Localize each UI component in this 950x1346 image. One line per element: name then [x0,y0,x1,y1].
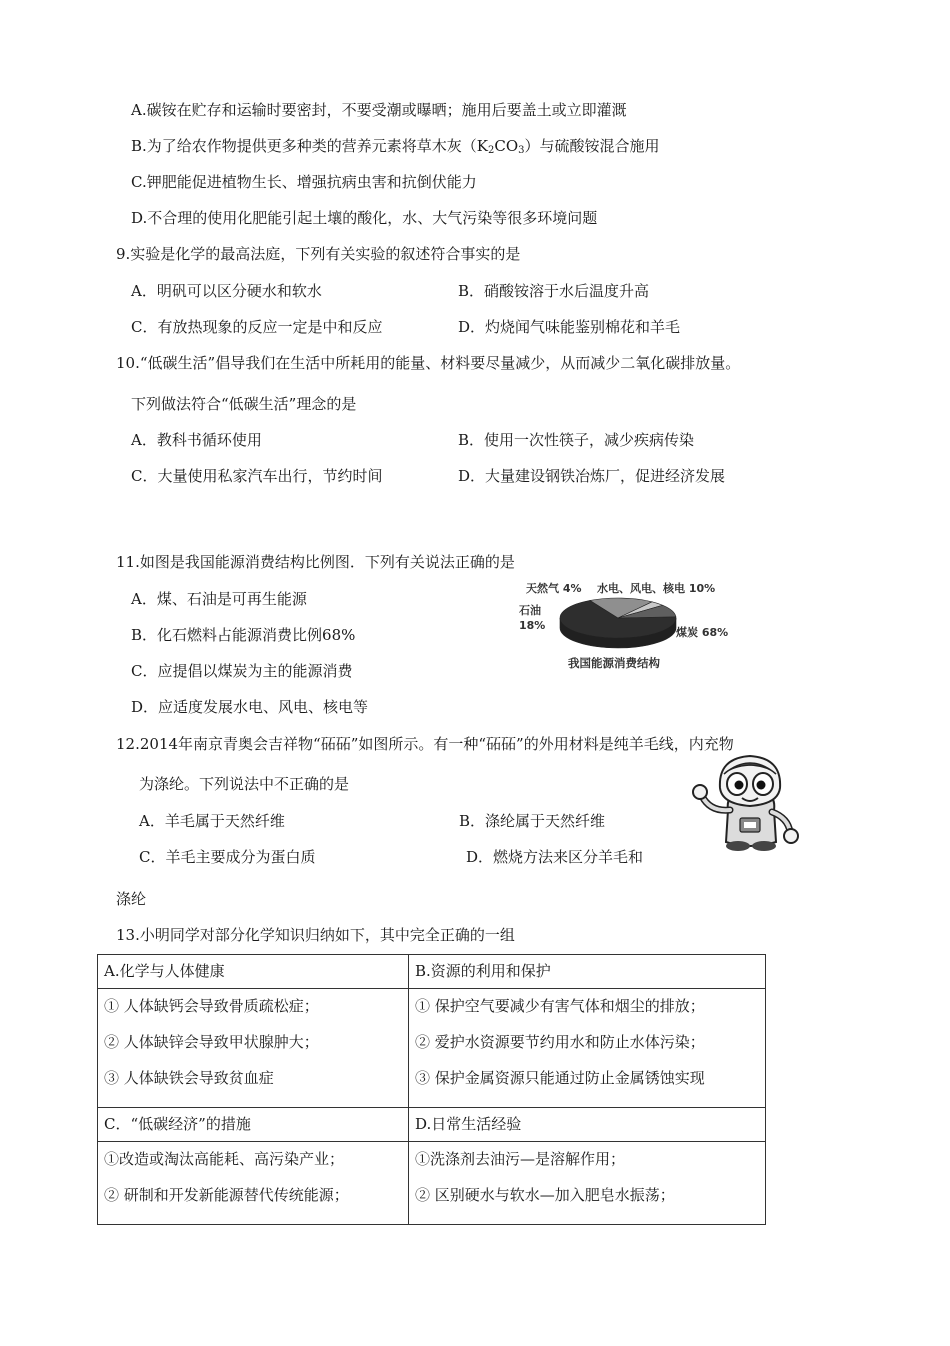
q12-stem-line1: 12.2014年南京青奥会吉祥物“砳砳”如图所示。有一种“砳砳”的外用材料是纯羊毛线，内充物 [116,735,734,753]
list-item: ② 人体缺锌会导致甲状腺肿大； [104,1033,319,1051]
list-item: ① 保护空气要减少有害气体和烟尘的排放； [415,997,705,1015]
q11-option-c: C．应提倡以煤炭为主的能源消费 [131,662,353,680]
table-row [98,989,766,1108]
knowledge-table [97,954,766,1225]
q8-option-c: C.钾肥能促进植物生长、增强抗病虫害和抗倒伏能力 [131,173,477,191]
cell-c-head: C．“低碳经济”的措施 [98,1108,409,1142]
q12-option-d: D．燃烧方法来区分羊毛和 [466,848,644,866]
q12-stem-line2: 为涤纶。下列说法中不正确的是 [139,775,350,793]
q10-stem-line2: 下列做法符合“低碳生活”理念的是 [131,395,357,413]
q11-option-b: B．化石燃料占能源消费比例68% [131,626,356,644]
q8-option-a: A.碳铵在贮存和运输时要密封，不要受潮或曝晒；施用后要盖土或立即灌溉 [131,101,627,119]
q11-option-a: A．煤、石油是可再生能源 [131,590,307,608]
label-gas: 天然气 4% [526,582,582,595]
q12-option-b: B．涤纶属于天然纤维 [459,812,606,830]
table-row [98,1142,766,1225]
formula-sub2: 2 [488,145,495,156]
q10-option-d: D．大量建设钢铁冶炼厂，促进经济发展 [458,467,726,485]
mascot-illustration [690,752,802,852]
cell-b-head: B.资源的利用和保护 [409,955,766,989]
list-item: ② 区别硬水与软水—加入肥皂水振荡； [415,1186,675,1204]
list-item: ② 研制和开发新能源替代传统能源； [104,1186,349,1204]
list-item: ③ 保护金属资源只能通过防止金属锈蚀实现 [415,1069,705,1087]
table-row [98,955,766,989]
q9-option-d: D．灼烧闻气味能鉴别棉花和羊毛 [458,318,681,336]
list-item: ①改造或淘汰高能耗、高污染产业； [104,1150,345,1168]
cell-c-body [98,1142,409,1225]
energy-pie-chart [505,572,745,676]
q8-option-b [131,136,660,161]
q10-stem-line1: 10.“低碳生活”倡导我们在生活中所耗用的能量、材料要尽量减少，从而减少二氧化碳排放量。 [116,354,741,372]
label-oil-name: 石油 [519,604,541,617]
cell-d-body [409,1142,766,1225]
cell-d-head: D.日常生活经验 [409,1108,766,1142]
q13-stem: 13.小明同学对部分化学知识归纳如下，其中完全正确的一组 [116,926,515,944]
label-hydro: 水电、风电、核电 10% [597,582,716,595]
list-item: ①洗涤剂去油污—是溶解作用； [415,1150,626,1168]
chart-title: 我国能源消费结构 [568,656,660,670]
q10-option-c: C．大量使用私家汽车出行，节约时间 [131,467,383,485]
q12-option-c: C．羊毛主要成分为蛋白质 [139,848,316,866]
q11-stem: 11.如图是我国能源消费结构比例图．下列有关说法正确的是 [116,553,515,571]
cell-a-body [98,989,409,1108]
mascot-icon [690,752,802,852]
label-oil-value: 18% [519,619,546,632]
cell-a-head: A.化学与人体健康 [98,955,409,989]
q9-stem: 9.实验是化学的最高法庭，下列有关实验的叙述符合事实的是 [116,245,521,263]
table-row [98,1108,766,1142]
cell-b-body [409,989,766,1108]
q10-option-a: A．教科书循环使用 [131,431,262,449]
q10-option-b: B．使用一次性筷子，减少疾病传染 [458,431,695,449]
q11-option-d: D．应适度发展水电、风电、核电等 [131,698,369,716]
list-item: ① 人体缺钙会导致骨质疏松症； [104,997,319,1015]
q9-option-a: A．明矾可以区分硬水和软水 [131,282,322,300]
q12-option-d-wrap: 涤纶 [116,890,147,908]
q8-option-d: D.不合理的使用化肥能引起土壤的酸化，水、大气污染等很多环境问题 [131,209,598,227]
q12-option-a: A．羊毛属于天然纤维 [139,812,285,830]
label-coal: 煤炭 68% [676,626,729,639]
q9-option-c: C．有放热现象的反应一定是中和反应 [131,318,383,336]
q8-option-b-text: B.为了给农作物提供更多种类的营养元素将草木灰（ [131,137,477,155]
formula-k: K [476,137,489,155]
q9-option-b: B．硝酸铵溶于水后温度升高 [458,282,650,300]
q8-option-b-rest: ）与硫酸铵混合施用 [524,137,660,155]
formula-sub3: 3 [518,145,525,156]
list-item: ③ 人体缺铁会导致贫血症 [104,1069,274,1087]
formula-co: CO [494,137,519,155]
list-item: ② 爱护水资源要节约用水和防止水体污染； [415,1033,705,1051]
